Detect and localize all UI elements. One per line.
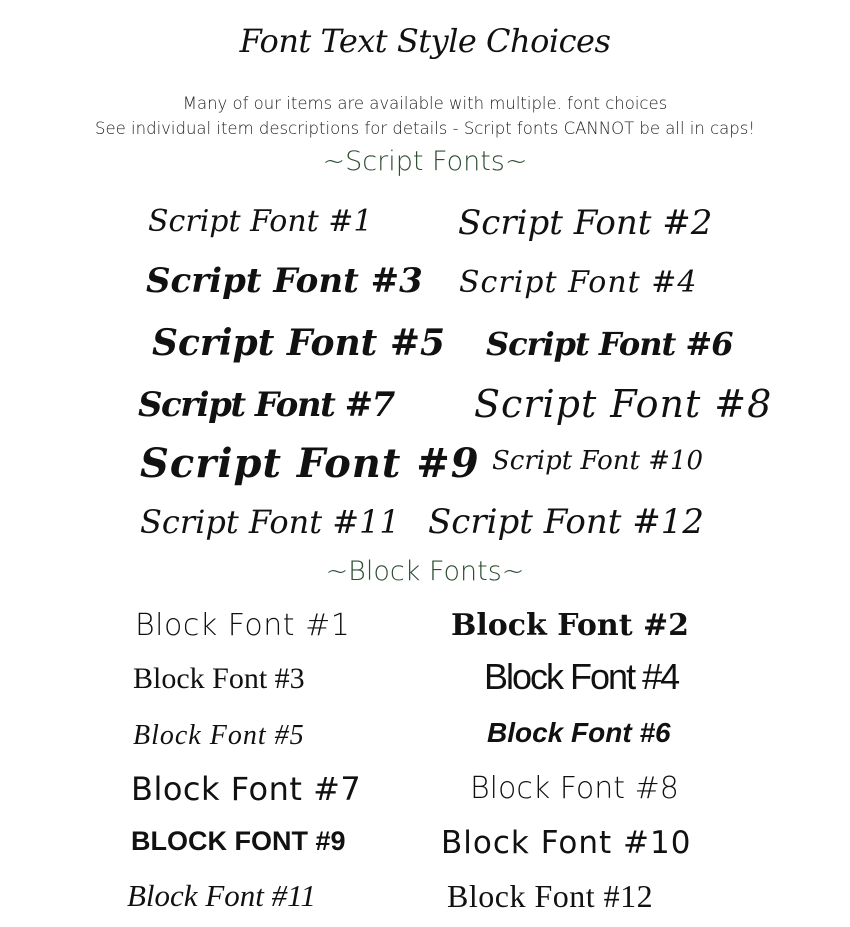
block-font-2-sample: Block Font #2	[451, 608, 690, 643]
script-font-4-sample: Script Font #4	[459, 265, 698, 300]
script-font-11-sample: Script Font #11	[140, 503, 400, 541]
page-title: Font Text Style Choices	[239, 22, 611, 60]
block-font-6-sample: Block Font #6	[487, 717, 671, 748]
block-font-11-sample: Block Font #11	[127, 878, 316, 913]
script-font-10-sample: Script Font #10	[492, 446, 704, 476]
script-font-9-sample: Script Font #9	[140, 440, 480, 487]
block-font-1-sample: Block Font #1	[135, 608, 351, 643]
block-font-8-sample: Block Font #8	[470, 771, 679, 806]
script-section-heading: ~Script Fonts~	[322, 146, 528, 177]
script-font-5-sample: Script Font #5	[152, 322, 446, 364]
script-font-6-sample: Script Font #6	[486, 325, 733, 363]
subtitle-line-2: See individual item descriptions for details - Script fonts CANNOT be all in caps!	[95, 119, 755, 138]
subtitle-line-1: Many of our items are available with multiple. font choices	[182, 94, 668, 113]
block-font-10-sample: Block Font #10	[441, 825, 692, 861]
block-font-12-sample: Block Font #12	[447, 878, 654, 914]
script-font-8-sample: Script Font #8	[474, 382, 773, 426]
script-font-12-sample: Script Font #12	[428, 502, 705, 542]
block-font-5-sample: Block Font #5	[133, 720, 305, 751]
block-font-3-sample: Block Font #3	[133, 662, 305, 695]
block-font-4-sample: Block Font #4	[484, 656, 679, 697]
script-font-7-sample: Script Font #7	[138, 385, 394, 425]
block-section-heading: ~Block Fonts~	[325, 556, 525, 587]
block-font-7-sample: Block Font #7	[131, 770, 362, 808]
script-font-1-sample: Script Font #1	[148, 204, 373, 239]
script-font-2-sample: Script Font #2	[458, 203, 713, 243]
block-font-9-sample: BLOCK FONT #9	[131, 826, 346, 856]
script-font-3-sample: Script Font #3	[146, 261, 423, 301]
